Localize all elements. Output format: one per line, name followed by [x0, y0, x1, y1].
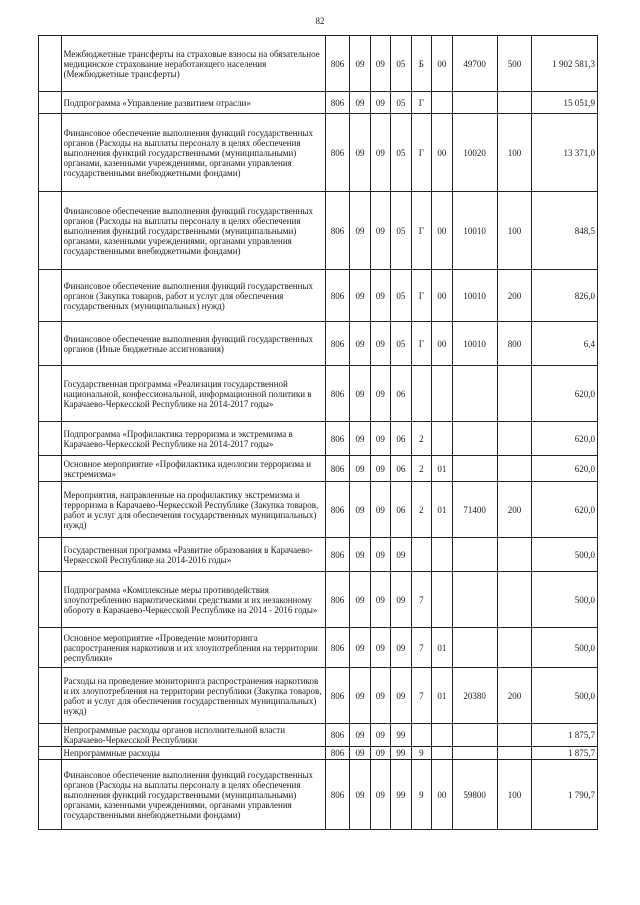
row-code-cell: 09: [370, 747, 390, 760]
row-code-cell: [432, 92, 452, 114]
row-code-cell: 00: [432, 270, 452, 322]
row-code-cell: 500: [497, 36, 532, 92]
table-row: [39, 192, 598, 270]
row-name-cell: Подпрограмма «Профилактика терроризма и экстремизма в Карачаево-Черкесской Республике на 2014-2017 годы»: [61, 422, 325, 456]
row-amount-cell: 620,0: [532, 456, 598, 482]
row-code-cell: 09: [370, 724, 390, 747]
row-code-cell: 806: [325, 628, 350, 668]
row-code-cell: [497, 747, 532, 760]
row-code-cell: 09: [350, 366, 370, 422]
row-amount-cell: 620,0: [532, 482, 598, 538]
row-code-cell: [497, 456, 532, 482]
row-code-cell: 01: [432, 668, 452, 724]
row-code-cell: 09: [391, 538, 411, 572]
row-code-cell: 09: [350, 572, 370, 628]
row-code-cell: Б: [411, 36, 431, 92]
row-name-cell: Финансовое обеспечение выполнения функций государственных органов (Расходы на выплаты персоналу в целях обеспечения выполнения функций государственными (муниципальными) органами, казенными учреждениями, органами управления государственными внебюджетными фондами): [61, 760, 325, 830]
row-code-cell: 09: [370, 114, 390, 192]
row-code-cell: 806: [325, 92, 350, 114]
row-code-cell: 09: [350, 92, 370, 114]
row-code-cell: 00: [432, 36, 452, 92]
row-code-cell: [452, 422, 497, 456]
row-blank-cell: [39, 270, 62, 322]
row-code-cell: 806: [325, 760, 350, 830]
row-code-cell: 7: [411, 572, 431, 628]
row-code-cell: 2: [411, 482, 431, 538]
row-blank-cell: [39, 92, 62, 114]
row-code-cell: [411, 724, 431, 747]
row-code-cell: [411, 538, 431, 572]
row-code-cell: 09: [370, 322, 390, 366]
row-code-cell: 00: [432, 322, 452, 366]
row-blank-cell: [39, 322, 62, 366]
row-code-cell: 10010: [452, 192, 497, 270]
row-amount-cell: 1 875,7: [532, 747, 598, 760]
row-code-cell: 800: [497, 322, 532, 366]
row-code-cell: 01: [432, 628, 452, 668]
table-row: [39, 322, 598, 366]
row-code-cell: [432, 422, 452, 456]
row-amount-cell: 500,0: [532, 628, 598, 668]
row-code-cell: 09: [391, 628, 411, 668]
row-code-cell: 10010: [452, 270, 497, 322]
row-code-cell: 2: [411, 456, 431, 482]
row-code-cell: 00: [432, 192, 452, 270]
row-code-cell: [452, 572, 497, 628]
row-code-cell: 00: [432, 114, 452, 192]
row-code-cell: 7: [411, 668, 431, 724]
row-code-cell: 806: [325, 36, 350, 92]
row-code-cell: 09: [350, 322, 370, 366]
row-name-cell: Государственная программа «Развитие образования в Карачаево-Черкесской Республике на 2014-2016 годы»: [61, 538, 325, 572]
budget-table: [38, 35, 598, 830]
row-code-cell: [452, 628, 497, 668]
table-row: [39, 270, 598, 322]
row-code-cell: [497, 724, 532, 747]
row-name-cell: Межбюджетные трансферты на страховые взносы на обязательное медицинское страхование неработающего населения (Межбюджетные трансферты): [61, 36, 325, 92]
row-code-cell: 09: [370, 36, 390, 92]
table-row: [39, 482, 598, 538]
row-amount-cell: 500,0: [532, 572, 598, 628]
row-code-cell: 806: [325, 270, 350, 322]
row-code-cell: [432, 366, 452, 422]
row-blank-cell: [39, 482, 62, 538]
row-code-cell: [452, 456, 497, 482]
row-code-cell: 806: [325, 366, 350, 422]
page-number: 82: [315, 16, 325, 26]
row-code-cell: 09: [370, 422, 390, 456]
row-blank-cell: [39, 456, 62, 482]
row-name-cell: Мероприятия, направленные на профилактику экстремизма и терроризма в Карачаево-Черкесской Республике (Закупка товаров, работ и услуг для обеспечения государственных муниципальных) нужд): [61, 482, 325, 538]
row-blank-cell: [39, 366, 62, 422]
row-code-cell: 71400: [452, 482, 497, 538]
row-code-cell: 9: [411, 747, 431, 760]
row-code-cell: 09: [370, 760, 390, 830]
row-code-cell: 06: [391, 422, 411, 456]
row-code-cell: 09: [350, 760, 370, 830]
row-code-cell: 09: [350, 36, 370, 92]
table-row: [39, 724, 598, 747]
table-row: [39, 747, 598, 760]
row-amount-cell: 500,0: [532, 668, 598, 724]
row-code-cell: 7: [411, 628, 431, 668]
table-body: [39, 36, 598, 830]
row-code-cell: Г: [411, 270, 431, 322]
row-code-cell: [432, 747, 452, 760]
row-code-cell: 09: [350, 538, 370, 572]
row-code-cell: 806: [325, 322, 350, 366]
table-row: [39, 366, 598, 422]
row-code-cell: 09: [350, 456, 370, 482]
row-code-cell: [497, 422, 532, 456]
row-code-cell: 200: [497, 482, 532, 538]
row-amount-cell: 6,4: [532, 322, 598, 366]
row-code-cell: [497, 538, 532, 572]
row-code-cell: 05: [391, 92, 411, 114]
row-blank-cell: [39, 538, 62, 572]
row-code-cell: 100: [497, 760, 532, 830]
row-code-cell: 06: [391, 482, 411, 538]
table-row: [39, 114, 598, 192]
row-code-cell: [432, 538, 452, 572]
row-amount-cell: 620,0: [532, 422, 598, 456]
row-blank-cell: [39, 572, 62, 628]
row-code-cell: [452, 92, 497, 114]
row-code-cell: [452, 724, 497, 747]
row-code-cell: 99: [391, 760, 411, 830]
row-code-cell: [432, 724, 452, 747]
table-row: [39, 760, 598, 830]
row-code-cell: 09: [370, 192, 390, 270]
row-blank-cell: [39, 628, 62, 668]
table-row: [39, 538, 598, 572]
row-code-cell: 49700: [452, 36, 497, 92]
row-code-cell: 09: [350, 422, 370, 456]
row-code-cell: 05: [391, 270, 411, 322]
row-code-cell: 09: [370, 572, 390, 628]
row-blank-cell: [39, 114, 62, 192]
row-name-cell: Государственная программа «Реализация государственной национальной, конфессиональной, информационной политики в Карачаево-Черкесской Республике на 2014-2017 годы»: [61, 366, 325, 422]
row-code-cell: 09: [370, 482, 390, 538]
row-code-cell: 09: [391, 668, 411, 724]
row-name-cell: Финансовое обеспечение выполнения функций государственных органов (Расходы на выплаты персоналу в целях обеспечения выполнения функций государственными (муниципальными) органами, казенными учреждениями, органами управления государственными внебюджетными фондами): [61, 114, 325, 192]
row-code-cell: 99: [391, 747, 411, 760]
row-code-cell: 09: [350, 724, 370, 747]
table-row: [39, 456, 598, 482]
row-code-cell: [452, 538, 497, 572]
row-code-cell: 09: [370, 270, 390, 322]
row-code-cell: 01: [432, 482, 452, 538]
row-amount-cell: 848,5: [532, 192, 598, 270]
row-code-cell: 20380: [452, 668, 497, 724]
row-amount-cell: 826,0: [532, 270, 598, 322]
row-name-cell: Финансовое обеспечение выполнения функций государственных органов (Закупка товаров, работ и услуг для обеспечения государственных (муниципальных) нужд): [61, 270, 325, 322]
row-code-cell: 09: [370, 456, 390, 482]
row-code-cell: 10020: [452, 114, 497, 192]
row-code-cell: 05: [391, 322, 411, 366]
table-row: [39, 668, 598, 724]
row-code-cell: [452, 366, 497, 422]
row-code-cell: [497, 366, 532, 422]
row-code-cell: 09: [350, 114, 370, 192]
row-code-cell: 806: [325, 482, 350, 538]
row-blank-cell: [39, 36, 62, 92]
row-code-cell: 806: [325, 192, 350, 270]
row-code-cell: Г: [411, 92, 431, 114]
row-code-cell: 99: [391, 724, 411, 747]
row-blank-cell: [39, 668, 62, 724]
row-code-cell: 806: [325, 422, 350, 456]
row-code-cell: 9: [411, 760, 431, 830]
row-code-cell: 200: [497, 668, 532, 724]
row-name-cell: Непрограммные расходы: [61, 747, 325, 760]
row-name-cell: Подпрограмма «Комплексные меры противодействия злоупотреблению наркотическими средствами и их незаконному обороту в Карачаево-Черкесской Республике на 2014 - 2016 годы»: [61, 572, 325, 628]
row-amount-cell: 13 371,0: [532, 114, 598, 192]
row-code-cell: 00: [432, 760, 452, 830]
row-code-cell: 59800: [452, 760, 497, 830]
row-amount-cell: 1 902 581,3: [532, 36, 598, 92]
row-code-cell: 09: [350, 747, 370, 760]
row-blank-cell: [39, 724, 62, 747]
row-name-cell: Непрограммные расходы органов исполнительной власти Карачаево-Черкесской Республики: [61, 724, 325, 747]
row-code-cell: 10010: [452, 322, 497, 366]
row-code-cell: 2: [411, 422, 431, 456]
row-name-cell: Финансовое обеспечение выполнения функций государственных органов (Иные бюджетные ассигнования): [61, 322, 325, 366]
row-code-cell: [432, 572, 452, 628]
row-code-cell: 200: [497, 270, 532, 322]
row-code-cell: 06: [391, 456, 411, 482]
row-code-cell: 05: [391, 36, 411, 92]
table-row: [39, 628, 598, 668]
row-code-cell: 806: [325, 724, 350, 747]
row-code-cell: 09: [350, 192, 370, 270]
row-code-cell: [497, 572, 532, 628]
row-code-cell: 09: [370, 366, 390, 422]
row-code-cell: 100: [497, 192, 532, 270]
table-row: [39, 572, 598, 628]
row-code-cell: 806: [325, 114, 350, 192]
row-code-cell: 806: [325, 572, 350, 628]
row-code-cell: [497, 92, 532, 114]
row-blank-cell: [39, 747, 62, 760]
row-name-cell: Финансовое обеспечение выполнения функций государственных органов (Расходы на выплаты персоналу в целях обеспечения выполнения функций государственными (муниципальными) органами, казенными учреждениями, органами управления государственными внебюджетными фондами): [61, 192, 325, 270]
table-row: [39, 92, 598, 114]
row-blank-cell: [39, 760, 62, 830]
row-code-cell: Г: [411, 322, 431, 366]
table-row: [39, 36, 598, 92]
row-code-cell: 05: [391, 114, 411, 192]
row-code-cell: 806: [325, 456, 350, 482]
row-code-cell: 05: [391, 192, 411, 270]
row-amount-cell: 620,0: [532, 366, 598, 422]
row-code-cell: Г: [411, 192, 431, 270]
row-code-cell: 09: [350, 668, 370, 724]
row-code-cell: 09: [370, 538, 390, 572]
row-name-cell: Основное мероприятие «Профилактика идеологии терроризма и экстремизма»: [61, 456, 325, 482]
row-code-cell: 01: [432, 456, 452, 482]
row-code-cell: 09: [370, 668, 390, 724]
row-code-cell: 09: [370, 628, 390, 668]
row-blank-cell: [39, 422, 62, 456]
row-code-cell: 09: [370, 92, 390, 114]
row-code-cell: 09: [350, 628, 370, 668]
row-name-cell: Основное мероприятие «Проведение мониторинга распространения наркотиков и их злоупотребления на территории республики»: [61, 628, 325, 668]
row-amount-cell: 1 875,7: [532, 724, 598, 747]
row-code-cell: [452, 747, 497, 760]
row-code-cell: 806: [325, 747, 350, 760]
row-name-cell: Подпрограмма «Управление развитием отрасли»: [61, 92, 325, 114]
row-code-cell: 806: [325, 668, 350, 724]
row-code-cell: Г: [411, 114, 431, 192]
row-code-cell: 09: [391, 572, 411, 628]
row-code-cell: 09: [350, 482, 370, 538]
row-code-cell: [411, 366, 431, 422]
row-code-cell: 806: [325, 538, 350, 572]
row-code-cell: 100: [497, 114, 532, 192]
table-row: [39, 422, 598, 456]
row-blank-cell: [39, 192, 62, 270]
row-code-cell: 09: [350, 270, 370, 322]
row-amount-cell: 15 051,9: [532, 92, 598, 114]
row-amount-cell: 1 790,7: [532, 760, 598, 830]
row-amount-cell: 500,0: [532, 538, 598, 572]
row-code-cell: 06: [391, 366, 411, 422]
row-name-cell: Расходы на проведение мониторинга распространения наркотиков и их злоупотребления на территории республики (Закупка товаров, работ и услуг для обеспечения государственных муниципальных) нужд): [61, 668, 325, 724]
row-code-cell: [497, 628, 532, 668]
